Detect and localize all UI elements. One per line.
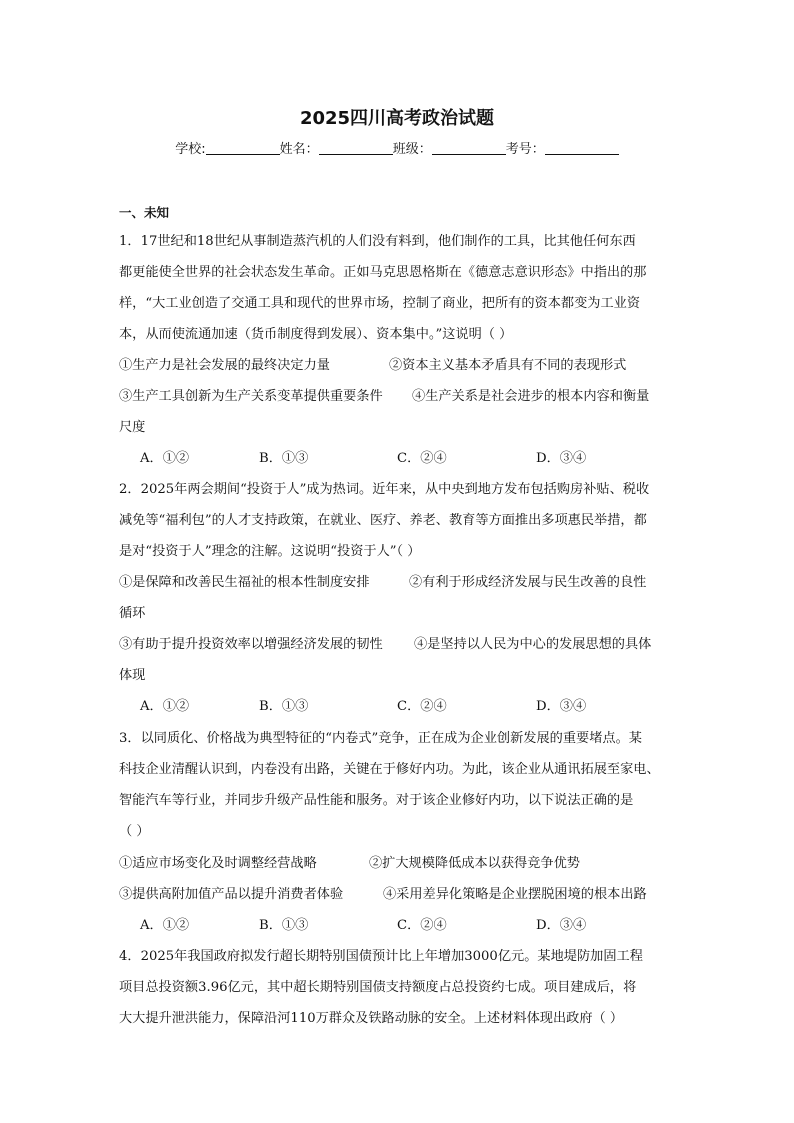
name-label: 姓名： — [279, 142, 319, 157]
q3-answer-d: D．③④ — [536, 918, 587, 933]
id-label: 考号： — [505, 142, 545, 157]
q2-option-2-cont: 循环 — [119, 606, 146, 621]
q3-stem-line: 3．以同质化、价格战为典型特征的“内卷式”竞争，正在成为企业创新发展的重要堵点。某 — [119, 731, 642, 746]
q2-option-4: ④是坚持以人民为中心的发展思想的具体 — [414, 637, 652, 652]
q1-answer-d: D．③④ — [536, 451, 587, 466]
q1-stem-line: 本，从而使流通加速（货币制度得到发展）、资本集中。”这说明（ ） — [119, 327, 513, 342]
q1-option-3: ③生产工具创新为生产关系变革提供重要条件 — [119, 389, 383, 404]
q3-option-2: ②扩大规模降低成本以获得竞争优势 — [369, 856, 580, 871]
q1-answer-a: A．①② — [140, 451, 190, 466]
q3-stem-line: 科技企业清醒认识到，内卷没有出路，关键在于修好内功。为此，该企业从通讯拓展至家电、 — [119, 762, 660, 777]
q1-stem-line: 都更能使全世界的社会状态发生革命。正如马克思恩格斯在《德意志意识形态》中指出的那 — [119, 265, 647, 280]
q2-stem-line: 2．2025年两会期间“投资于人”成为热词。近年来，从中央到地方发布包括购房补贴、税收 — [119, 482, 650, 497]
section-heading: 一、未知 — [119, 205, 170, 220]
q3-answer-b: B．①③ — [259, 918, 309, 933]
school-label: 学校: — [175, 142, 206, 157]
q1-answer-c: C．②④ — [397, 451, 447, 466]
q3-answer-a: A．①② — [140, 918, 190, 933]
q1-stem-line: 样，“大工业创造了交通工具和现代的世界市场，控制了商业，把所有的资本都变为工业资 — [119, 296, 641, 311]
q1-option-2: ②资本主义基本矛盾具有不同的表现形式 — [389, 358, 627, 373]
school-blank — [206, 140, 280, 155]
q2-answer-c: C．②④ — [397, 699, 447, 714]
class-label: 班级： — [392, 142, 432, 157]
q2-stem-line: 减免等“福利包”的人才支持政策，在就业、医疗、养老、教育等方面推出多项惠民举措，都 — [119, 513, 647, 528]
q2-option-4-cont: 体现 — [119, 668, 146, 683]
q2-option-1: ①是保障和改善民生福祉的根本性制度安排 — [119, 575, 370, 590]
q2-stem-line: 是对“投资于人”理念的注解。这说明“投资于人”（ ） — [119, 544, 421, 559]
q1-option-4-cont: 尺度 — [119, 420, 146, 435]
q3-answer-c: C．②④ — [397, 918, 447, 933]
q4-stem-line: 大大提升泄洪能力，保障沿河110万群众及铁路动脉的安全。上述材料体现出政府（ ） — [119, 1011, 624, 1026]
q2-option-2: ②有利于形成经济发展与民生改善的良性 — [409, 575, 647, 590]
q2-answer-d: D．③④ — [536, 699, 587, 714]
q3-option-3: ③提供高附加值产品以提升消费者体验 — [119, 887, 344, 902]
page-title: 2025四川高考政治试题 — [299, 108, 495, 129]
q3-option-4: ④采用差异化策略是企业摆脱困境的根本出路 — [383, 887, 647, 902]
student-info-row — [0, 138, 794, 157]
q1-option-4: ④生产关系是社会进步的根本内容和衡量 — [412, 389, 650, 404]
name-blank — [319, 140, 393, 155]
q3-stem-line: 智能汽车等行业，并同步升级产品性能和服务。对于该企业修好内功，以下说法正确的是 — [119, 793, 634, 808]
q4-stem-line: 4．2025年我国政府拟发行超长期特别国债预计比上年增加3000亿元。某地堤防加固工程 — [119, 949, 643, 964]
q2-option-3: ③有助于提升投资效率以增强经济发展的韧性 — [119, 637, 383, 652]
q2-answer-b: B．①③ — [259, 699, 309, 714]
q2-answer-a: A．①② — [140, 699, 190, 714]
q4-stem-line: 项目总投资额3.96亿元，其中超长期特别国债支持额度占总投资约七成。项目建成后，将 — [119, 980, 637, 995]
id-blank — [545, 140, 619, 155]
q1-stem-line: 1．17世纪和18世纪从事制造蒸汽机的人们没有料到，他们制作的工具，比其他任何东西 — [119, 234, 636, 249]
class-blank — [432, 140, 506, 155]
q3-option-1: ①适应市场变化及时调整经营战略 — [119, 856, 317, 871]
q1-answer-b: B．①③ — [259, 451, 309, 466]
q3-stem-line: （ ） — [119, 824, 150, 839]
q1-option-1: ①生产力是社会发展的最终决定力量 — [119, 358, 330, 373]
